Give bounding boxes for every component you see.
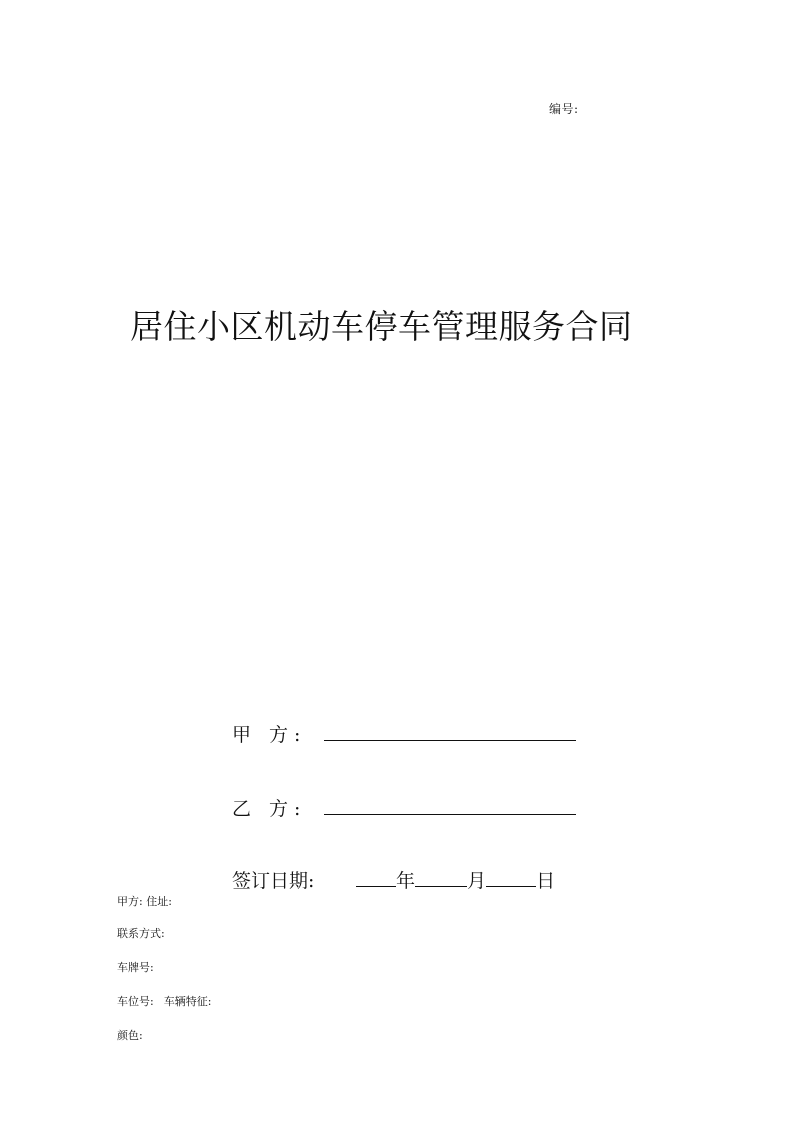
party-b-label: 乙 方: bbox=[232, 798, 307, 820]
day-blank-line[interactable] bbox=[486, 868, 536, 887]
serial-number-label: 编号: bbox=[549, 102, 579, 116]
party-a-label: 甲 方: bbox=[232, 724, 307, 746]
month-blank-line[interactable] bbox=[415, 868, 467, 887]
color-label: 颜色: bbox=[117, 1029, 143, 1042]
document-title: 居住小区机动车停车管理服务合同 bbox=[130, 307, 633, 346]
month-label: 月 bbox=[467, 870, 487, 892]
contact-label: 联系方式: bbox=[117, 927, 165, 940]
year-blank-line[interactable] bbox=[356, 868, 396, 887]
party-b-blank-line[interactable] bbox=[324, 796, 576, 815]
party-b-row bbox=[232, 794, 576, 824]
sign-date-row bbox=[232, 866, 555, 896]
party-a-row bbox=[232, 720, 576, 750]
day-label: 日 bbox=[536, 870, 556, 892]
plate-number-label: 车牌号: bbox=[117, 961, 154, 974]
year-label: 年 bbox=[396, 870, 416, 892]
sign-date-label: 签订日期: bbox=[232, 870, 315, 892]
vehicle-features-label: 车辆特征: bbox=[163, 995, 212, 1008]
space-number-label: 车位号: bbox=[117, 995, 154, 1008]
space-and-vehicle-row bbox=[117, 993, 211, 1009]
party-a-blank-line[interactable] bbox=[324, 722, 576, 741]
party-a-address-label: 甲方: 住址: bbox=[117, 895, 172, 908]
